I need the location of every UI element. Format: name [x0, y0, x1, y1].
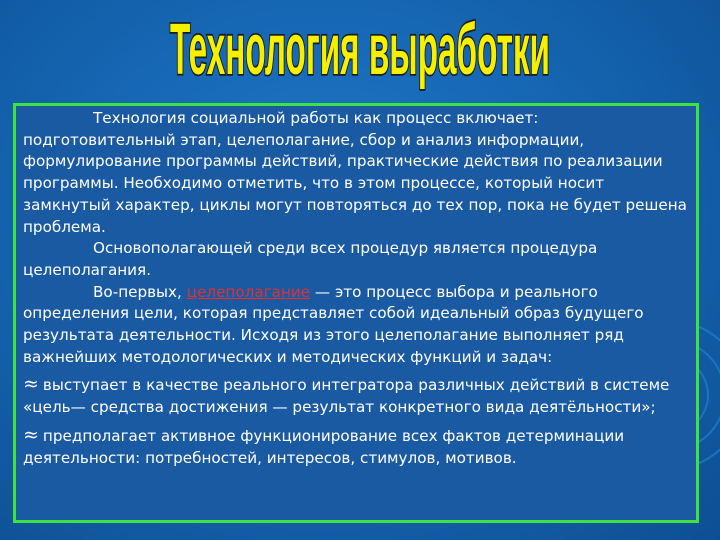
paragraph-3-intro: Во-первых,	[93, 282, 187, 301]
paragraph-1-text: Технология социальной работы как процесс включает: подготовительный этап, целеполагание, сбор и анализ информации, формулирование программы действий, практические действия по реализации программы. Необходимо отметить, что в этом процессе, который носит замкнутый характер, циклы могут повторяться до тех пор, пока не будет решена проблема.	[23, 109, 687, 236]
bullet-item-1	[23, 374, 688, 418]
title-text: Технология выработки	[170, 10, 550, 91]
approx-bullet-icon: ≈	[23, 373, 39, 396]
paragraph-3-text: — это процесс выбора и реального определения цели, которая представляет собой идеальный образ будущего результата деятельности. Исходя из этого целеполагание выполняет ряд важнейших методологических и методических функций и задач:	[23, 282, 644, 366]
paragraph-2	[23, 238, 688, 281]
slide-title	[0, 0, 720, 96]
bullet-1-text: выступает в качестве реального интегратора различных действий в системе «цель— средства достижения — результат конкретного вида деятёльности»;	[23, 376, 670, 417]
highlighted-term-link[interactable]: целеполагание	[186, 282, 311, 301]
paragraph-2-text: Основополагающей среди всех процедур является процедура целеполагания.	[23, 239, 598, 279]
content-box	[13, 103, 699, 523]
paragraph-1	[23, 108, 688, 238]
approx-bullet-icon: ≈	[23, 423, 39, 446]
paragraph-3	[23, 282, 688, 369]
bullet-2-text: предполагает активное функционирование всех фактов детерминации деятельности: потребностей, интересов, стимулов, мотивов.	[23, 426, 625, 467]
bullet-item-2	[23, 425, 688, 469]
